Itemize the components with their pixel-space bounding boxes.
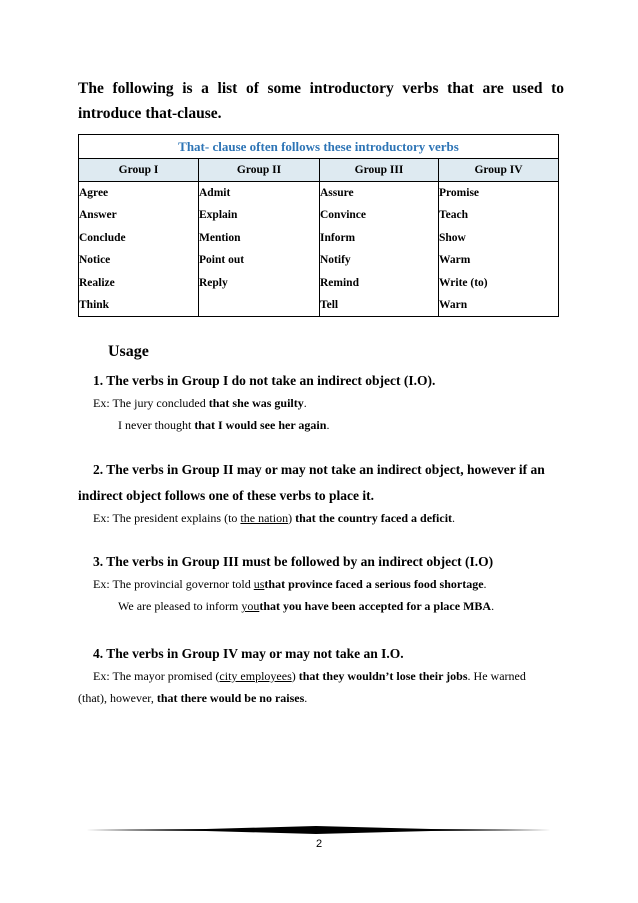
- verb-item: Think: [79, 299, 110, 312]
- rule-text: 1. The verbs in Group I do not take an indirect object (I.O).: [93, 373, 436, 388]
- example-line: I never thought that I would see her again.: [118, 418, 330, 432]
- usage-rule-3: [78, 551, 566, 617]
- intro-line-1: The following is a list of some introductory verbs that are used to: [78, 80, 564, 97]
- usage-rule-1: [78, 370, 566, 436]
- rule-text: 2. The verbs in Group II may or may not take an indirect object, however if an: [93, 462, 545, 477]
- group-2-verbs: [199, 182, 320, 317]
- table-header-row: [79, 159, 559, 182]
- verb-item: Convince: [320, 209, 366, 222]
- page-number: 2: [315, 838, 323, 850]
- verb-item: Remind: [320, 276, 359, 289]
- intro-line-2: introduce that-clause.: [78, 105, 222, 122]
- verb-item: Tell: [320, 299, 339, 312]
- footer-divider: [86, 826, 551, 834]
- header-group-1: Group I: [79, 159, 199, 182]
- verb-item: Admit: [199, 187, 231, 199]
- verbs-table: [78, 134, 559, 317]
- example-line: Ex: The provincial governor told usthat province faced a serious food shortage.: [93, 577, 487, 591]
- verb-item: Point out: [199, 254, 245, 267]
- header-group-4: Group IV: [439, 159, 559, 182]
- verb-item: Conclude: [79, 231, 126, 244]
- example-line: Ex: The president explains (to the nation) that the country faced a deficit.: [93, 511, 456, 525]
- verb-item: Warm: [439, 254, 471, 267]
- verb-item: Notice: [79, 254, 111, 267]
- usage-heading: Usage: [108, 343, 149, 360]
- group-3-verbs: [320, 182, 439, 317]
- intro-paragraph: [78, 76, 564, 126]
- verb-item: Agree: [79, 187, 109, 199]
- verb-item: Teach: [439, 209, 468, 222]
- verb-item: Reply: [199, 276, 228, 289]
- header-group-2: Group II: [199, 159, 320, 182]
- group-1-verbs: [79, 182, 199, 317]
- verb-item: Show: [439, 231, 466, 244]
- verb-item: Explain: [199, 209, 238, 222]
- verb-item: Notify: [320, 254, 351, 267]
- verb-item: Write (to): [439, 276, 488, 289]
- example-line: We are pleased to inform youthat you have been accepted for a place MBA.: [118, 599, 495, 613]
- table-caption: That- clause often follows these introductory verbs: [79, 135, 559, 159]
- verb-item: Mention: [199, 231, 241, 244]
- verb-item: Assure: [320, 187, 354, 199]
- verb-item: Answer: [79, 209, 117, 222]
- verb-item: Inform: [320, 231, 356, 244]
- usage-rule-2: [78, 459, 566, 529]
- usage-rule-4: [78, 643, 566, 709]
- example-line-cont: (that), however, that there would be no raises.: [78, 691, 308, 705]
- verb-item: Warn: [439, 299, 468, 312]
- example-line: Ex: The jury concluded that she was guilty.: [93, 396, 307, 410]
- group-4-verbs: [439, 182, 559, 317]
- rule-text-cont: indirect object follows one of these verbs to place it.: [78, 488, 374, 503]
- rule-text: 4. The verbs in Group IV may or may not take an I.O.: [93, 646, 404, 661]
- example-line: Ex: The mayor promised (city employees) that they wouldn’t lose their jobs. He warned: [93, 669, 526, 683]
- rule-text: 3. The verbs in Group III must be followed by an indirect object (I.O): [93, 554, 494, 569]
- verb-item: Realize: [79, 276, 115, 289]
- verb-item: Promise: [439, 187, 480, 199]
- table-body-row: [79, 182, 559, 317]
- header-group-3: Group III: [320, 159, 439, 182]
